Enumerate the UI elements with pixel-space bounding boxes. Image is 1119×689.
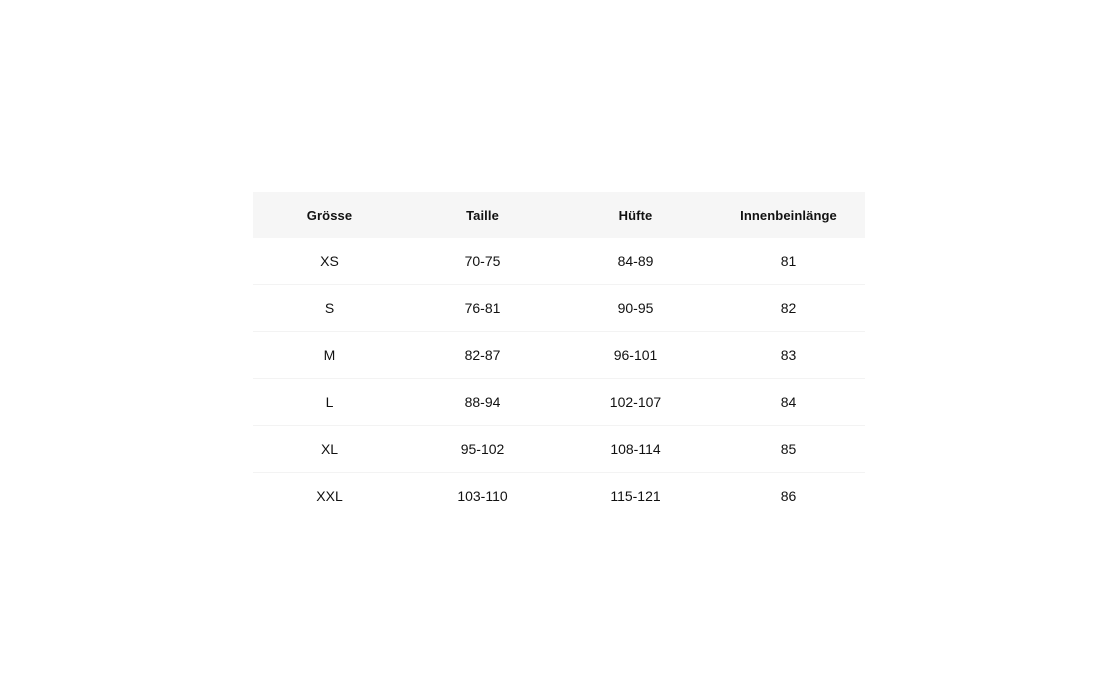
header-row xyxy=(253,192,865,238)
cell-inseam: 84 xyxy=(780,394,797,410)
cell-size: XXL xyxy=(316,488,343,504)
cell-hip: 90-95 xyxy=(617,300,654,316)
cell-inseam: 85 xyxy=(780,441,797,457)
cell-size: S xyxy=(324,300,335,316)
cell-hip: 108-114 xyxy=(610,441,661,457)
column-header-hip: Hüfte xyxy=(618,207,653,223)
table-row xyxy=(253,379,865,426)
column-header-waist: Taille xyxy=(466,207,499,223)
cell-hip: 115-121 xyxy=(610,488,661,504)
table-row xyxy=(253,285,865,332)
cell-inseam: 83 xyxy=(780,347,797,363)
cell-inseam: 81 xyxy=(780,253,797,269)
cell-waist: 103-110 xyxy=(457,488,508,504)
cell-waist: 88-94 xyxy=(464,394,501,410)
cell-waist: 76-81 xyxy=(464,300,501,316)
column-header-inseam: Innenbeinlänge xyxy=(740,207,837,223)
table-row xyxy=(253,332,865,379)
cell-waist: 95-102 xyxy=(460,441,505,457)
cell-waist: 82-87 xyxy=(464,347,501,363)
table-header xyxy=(253,192,865,238)
cell-inseam: 86 xyxy=(780,488,797,504)
cell-hip: 102-107 xyxy=(609,394,662,410)
column-header-size: Grösse xyxy=(306,207,353,223)
table-body xyxy=(253,238,865,519)
cell-hip: 84-89 xyxy=(617,253,654,269)
table-row xyxy=(253,473,865,520)
cell-size: XS xyxy=(320,253,339,269)
size-chart-table xyxy=(253,192,865,519)
cell-size: L xyxy=(325,394,334,410)
cell-inseam: 82 xyxy=(780,300,797,316)
cell-hip: 96-101 xyxy=(613,347,658,363)
cell-size: M xyxy=(323,347,336,363)
cell-waist: 70-75 xyxy=(464,253,501,269)
table-row xyxy=(253,426,865,473)
cell-size: XL xyxy=(320,441,339,457)
table-row xyxy=(253,238,865,285)
